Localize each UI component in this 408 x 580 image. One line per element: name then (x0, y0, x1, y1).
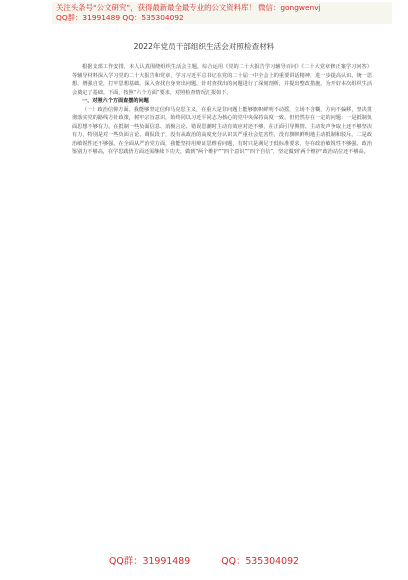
footer-qq-group: QQ群：31991489 (108, 556, 191, 567)
footer-contact (0, 553, 408, 567)
body-paragraph: （一）政治信仰方面。我能够坚定信仰马克思主义，在重大是非问题上能够旗帜鲜明不动摇，立场不含糊，方向不偏移，坚决贯彻落实党的路线方针政策，树牢宗旨意识，始终同以习近平同志为核心的党中央保持高度一致。但仍然存在一定的问题：一是抵制负面思想不够有力。在抵制一些负面信息、消极言论、错误思潮时主动有效应对还不够，在正面引导舆情、主动发声争取上还不够坚决有力，特别是对一些负面言论、调侃段子，没有从政治的高度充分认识其严重社会危害性，没有旗帜鲜明地主动抵制和驳斥。二是政治敏锐性还不够强。在全面从严治党方面，我能坚持用辩证思维看问题，有时只是满足于低标准要求，存在政治敏锐性不够强、政治鉴别力不够高，在学思践悟方面还需继续下功夫，做到“两个维护”“四个意识”“四个自信”，坚定做到‘两个维护’政治站位还不够高。 (72, 106, 372, 156)
banner-line-2: QQ群：31991489 QQ：535304092 (56, 13, 184, 22)
intro-paragraph: 根据支部工作安排，本人认真围绕组织生活会主题，综合运用《党的二十大报告学习辅导百问》《二十大党章修正案学习问答》等辅导材料深入学习党的二十大报告和党章，学习习近平总书记在党的二十届一中全会上的重要讲话精神，进一步提高认识、统一思想、增强自觉，打牢思想基础。深入查找自身突出问题，针对查找出的问题进行了深刻剖析，并提出整改措施。为开好本次组织生活会奠定了基础。下面，按照“六个方面”要求，对照检查情况汇报如下。 (72, 64, 372, 96)
document-title: 2022年党员干部组织生活会对照检查材料 (133, 42, 275, 51)
footer-qq: QQ：535304092 (221, 556, 300, 567)
document-body (72, 63, 372, 545)
section-heading: 一、对照六个方面查摆的问题 (82, 98, 149, 105)
header-banner (52, 2, 392, 24)
banner-line-1: 关注头条号“公文研究”，获得最新最全最专业的公文资料库！ 微信：gongwenvj (56, 3, 321, 12)
